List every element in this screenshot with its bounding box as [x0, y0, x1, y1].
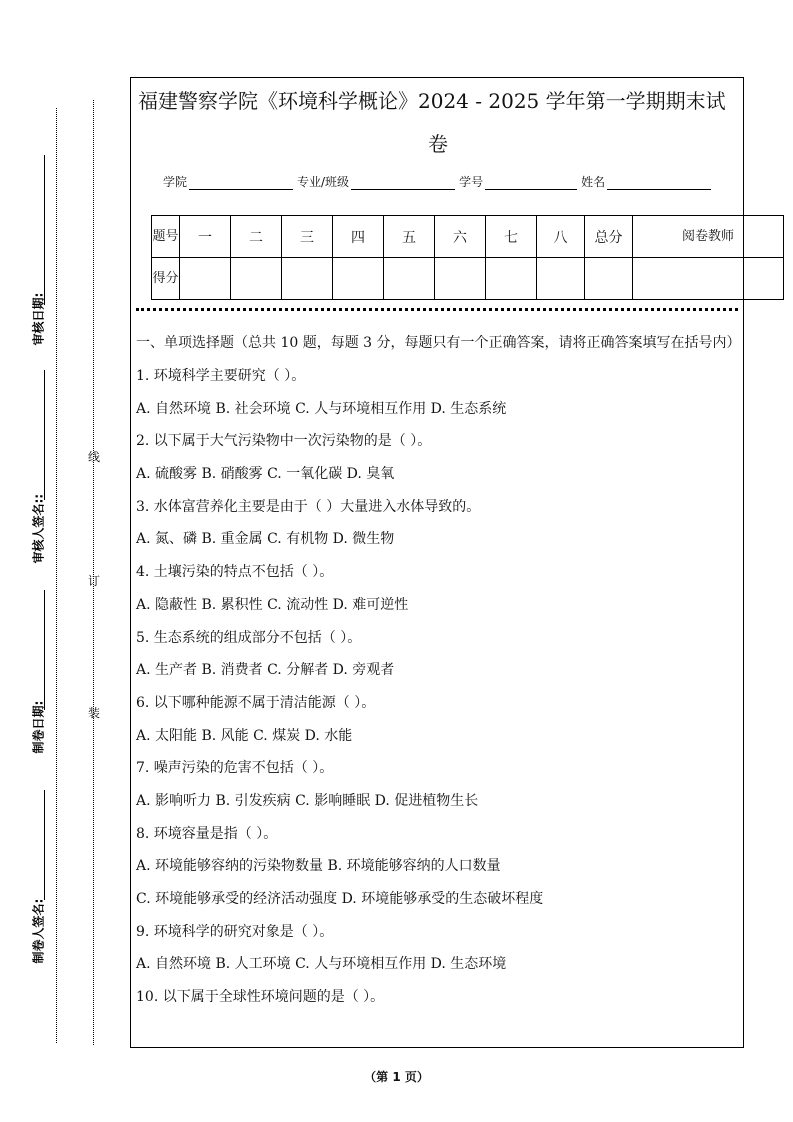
header-cell: 阅卷教师: [633, 216, 784, 258]
question-line: 5. 生态系统的组成部分不包括（ ）。: [136, 629, 362, 646]
header-cell: 四: [333, 216, 384, 258]
question-line: 2. 以下属于大气污染物中一次污染物的是（ ）。: [136, 433, 432, 450]
name-field[interactable]: [607, 175, 711, 190]
header-cell: 三: [282, 216, 333, 258]
page-title: 福建警察学院《环境科学概论》2024 - 2025 学年第一学期期末试: [138, 89, 726, 113]
question-line: 4. 土壤污染的特点不包括（ ）。: [136, 564, 334, 581]
option-line: A. 自然环境 B. 社会环境 C. 人与环境相互作用 D. 生态系统: [136, 400, 507, 417]
score-cell[interactable]: [384, 258, 435, 300]
header-cell: 题号: [152, 216, 180, 258]
option-line: A. 环境能够容纳的污染物数量 B. 环境能够容纳的人口数量: [136, 858, 501, 875]
header-cell: 五: [384, 216, 435, 258]
info-label-major: 专业/班级: [297, 175, 350, 189]
score-cell[interactable]: [537, 258, 585, 300]
score-table-header: [152, 216, 784, 258]
option-line: A. 生产者 B. 消费者 C. 分解者 D. 旁观者: [136, 662, 395, 679]
question-line: 6. 以下哪种能源不属于清洁能源（ ）。: [136, 694, 376, 711]
option-line: A. 自然环境 B. 人工环境 C. 人与环境相互作用 D. 生态环境: [136, 956, 507, 973]
question-section: [136, 330, 740, 1014]
signature-line: [44, 370, 45, 500]
option-line: A. 影响听力 B. 引发疾病 C. 影响睡眠 D. 促进植物生长: [136, 792, 479, 809]
option-line: C. 环境能够承受的经济活动强度 D. 环境能够承受的生态破坏程度: [136, 891, 544, 907]
score-cell[interactable]: [180, 258, 231, 300]
question-line: 8. 环境容量是指（ ）。: [136, 825, 278, 842]
question-line: 3. 水体富营养化主要是由于（ ）大量进入水体导致的。: [136, 498, 481, 515]
header-cell: 一: [180, 216, 231, 258]
option-line: A. 太阳能 B. 风能 C. 煤炭 D. 水能: [136, 727, 353, 744]
college-field[interactable]: [189, 175, 293, 190]
header-cell: 二: [231, 216, 282, 258]
student-info-row: [163, 173, 715, 190]
score-table-row: [152, 258, 784, 300]
info-label-college: 学院: [163, 175, 188, 189]
signature-line: [44, 590, 45, 710]
section-divider: [136, 308, 738, 311]
question-line: 9. 环境科学的研究对象是（ ）。: [136, 923, 334, 940]
seal-char-ding: 订: [88, 574, 101, 588]
seal-char-zhuang: 装: [88, 706, 101, 720]
seal-char-xian: 线: [88, 450, 101, 464]
info-label-name: 姓名: [581, 175, 606, 189]
score-cell[interactable]: [486, 258, 537, 300]
question-line: 1. 环境科学主要研究（ ）。: [136, 368, 306, 384]
option-line: A. 氮、磷 B. 重金属 C. 有机物 D. 微生物: [136, 531, 395, 548]
option-line: A. 隐蔽性 B. 累积性 C. 流动性 D. 难可逆性: [136, 596, 409, 613]
row-label: 得分: [152, 258, 180, 300]
score-cell[interactable]: [633, 258, 784, 300]
review-date-label: 审核日期:: [31, 292, 46, 346]
info-label-id: 学号: [459, 175, 484, 189]
header-cell: 六: [435, 216, 486, 258]
score-table: [151, 215, 784, 300]
score-cell[interactable]: [333, 258, 384, 300]
student-id-field[interactable]: [485, 175, 577, 190]
question-line: 10. 以下属于全球性环境问题的是（ ）。: [136, 989, 385, 1006]
signature-line: [44, 790, 45, 900]
header-cell: 八: [537, 216, 585, 258]
maker-signature-label: 制卷人签名:: [31, 898, 46, 964]
header-cell: 七: [486, 216, 537, 258]
page-number: （第 1 页）: [364, 1070, 429, 1084]
reviewer-signature-label: 审核人签名::: [31, 493, 46, 564]
header-cell: 总分: [585, 216, 633, 258]
major-class-field[interactable]: [351, 175, 455, 190]
make-date-label: 制卷日期:: [31, 700, 46, 754]
outer-dotted-line: [56, 108, 57, 1043]
score-cell[interactable]: [435, 258, 486, 300]
score-cell[interactable]: [282, 258, 333, 300]
section-title: 一、单项选择题（总共 10 题，每题 3 分，每题只有一个正确答案，请将正确答案填写在括号内）: [136, 335, 741, 351]
signature-line: [44, 155, 45, 305]
question-line: 7. 噪声污染的危害不包括（ ）。: [136, 760, 334, 777]
page-title-continued: 卷: [428, 132, 448, 156]
score-cell[interactable]: [231, 258, 282, 300]
score-cell[interactable]: [585, 258, 633, 300]
option-line: A. 硫酸雾 B. 硝酸雾 C. 一氧化碳 D. 臭氧: [136, 466, 395, 483]
